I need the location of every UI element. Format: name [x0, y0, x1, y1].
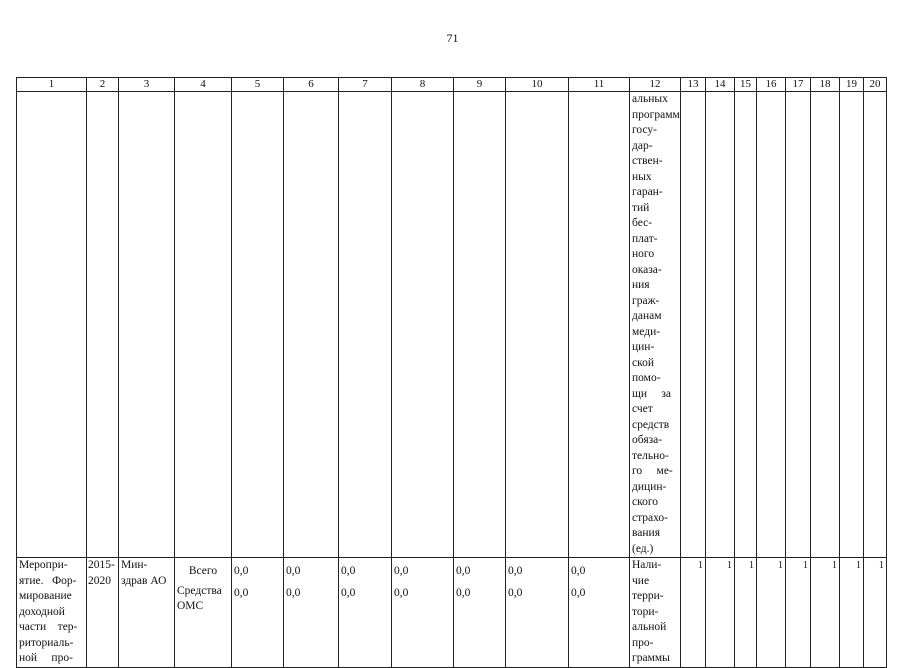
- column-header: 7: [339, 78, 392, 92]
- column-header: 13: [681, 78, 706, 92]
- value-cell: [454, 558, 506, 668]
- column-header: 20: [864, 78, 887, 92]
- value-cell: [339, 558, 392, 668]
- measure-row: [17, 558, 887, 668]
- value-total: 0,0: [234, 565, 249, 577]
- value-oms: 0,0: [456, 587, 471, 599]
- empty-cell: [811, 92, 840, 558]
- value-cell: [284, 558, 339, 668]
- value-cell: [506, 558, 569, 668]
- empty-cell: [786, 92, 811, 558]
- value-oms: 0,0: [234, 587, 249, 599]
- empty-cell: [87, 92, 119, 558]
- value-oms: 0,0: [394, 587, 409, 599]
- value-total: 0,0: [341, 565, 356, 577]
- value-total: 0,0: [456, 565, 471, 577]
- column-header: 6: [284, 78, 339, 92]
- value-cell: [569, 558, 630, 668]
- empty-cell: [569, 92, 630, 558]
- target-value: 1: [811, 558, 840, 668]
- target-value: 1: [786, 558, 811, 668]
- value-oms: 0,0: [286, 587, 301, 599]
- empty-cell: [735, 92, 757, 558]
- column-header: 2: [87, 78, 119, 92]
- funding-sources: [175, 558, 232, 668]
- column-header: 5: [232, 78, 284, 92]
- indicator-name: Нали- чие терри- тори- альной про- граммы: [630, 558, 681, 668]
- empty-cell: [864, 92, 887, 558]
- source-total: Всего: [188, 565, 218, 577]
- empty-cell: [17, 92, 87, 558]
- empty-cell: [681, 92, 706, 558]
- target-value: 1: [864, 558, 887, 668]
- empty-cell: [392, 92, 454, 558]
- empty-cell: [175, 92, 232, 558]
- empty-cell: [284, 92, 339, 558]
- column-header: 11: [569, 78, 630, 92]
- implementation-period: 2015- 2020: [87, 558, 119, 668]
- program-table: [16, 77, 887, 668]
- measure-name: Меропри- ятие. Фор- мирование доходной части тер- риториаль- ной про-: [17, 558, 87, 668]
- column-header: 9: [454, 78, 506, 92]
- empty-cell: [232, 92, 284, 558]
- target-value: 1: [757, 558, 786, 668]
- column-header: 4: [175, 78, 232, 92]
- column-header: 1: [17, 78, 87, 92]
- page-number: 71: [446, 31, 459, 45]
- empty-cell: [339, 92, 392, 558]
- value-total: 0,0: [286, 565, 301, 577]
- value-cell: [232, 558, 284, 668]
- executor: Мин- здрав АО: [119, 558, 175, 668]
- column-header: 10: [506, 78, 569, 92]
- column-header: 16: [757, 78, 786, 92]
- target-value: 1: [681, 558, 706, 668]
- empty-cell: [840, 92, 864, 558]
- target-value: 1: [840, 558, 864, 668]
- target-value: 1: [706, 558, 735, 668]
- column-header: 3: [119, 78, 175, 92]
- empty-cell: [757, 92, 786, 558]
- column-header: 15: [735, 78, 757, 92]
- value-total: 0,0: [508, 565, 523, 577]
- continuation-row: [17, 92, 887, 558]
- indicator-continuation-text: альных программ госу- дар- ствен- ных гаран- тий бес- плат- ного оказа- ния граж- данам меди- цин- ской помо- щи за счет средств обяза- тельно- го ме- дицин- ского страхо- вания (ед.): [630, 92, 681, 558]
- column-header: 8: [392, 78, 454, 92]
- column-header: 17: [786, 78, 811, 92]
- source-oms: Средства ОМС: [177, 585, 222, 612]
- column-number-row: [17, 78, 887, 92]
- empty-cell: [119, 92, 175, 558]
- empty-cell: [706, 92, 735, 558]
- column-header: 12: [630, 78, 681, 92]
- value-total: 0,0: [571, 565, 586, 577]
- value-oms: 0,0: [508, 587, 523, 599]
- value-oms: 0,0: [341, 587, 356, 599]
- column-header: 18: [811, 78, 840, 92]
- empty-cell: [506, 92, 569, 558]
- target-value: 1: [735, 558, 757, 668]
- value-cell: [392, 558, 454, 668]
- value-oms: 0,0: [571, 587, 586, 599]
- column-header: 19: [840, 78, 864, 92]
- column-header: 14: [706, 78, 735, 92]
- value-total: 0,0: [394, 565, 409, 577]
- empty-cell: [454, 92, 506, 558]
